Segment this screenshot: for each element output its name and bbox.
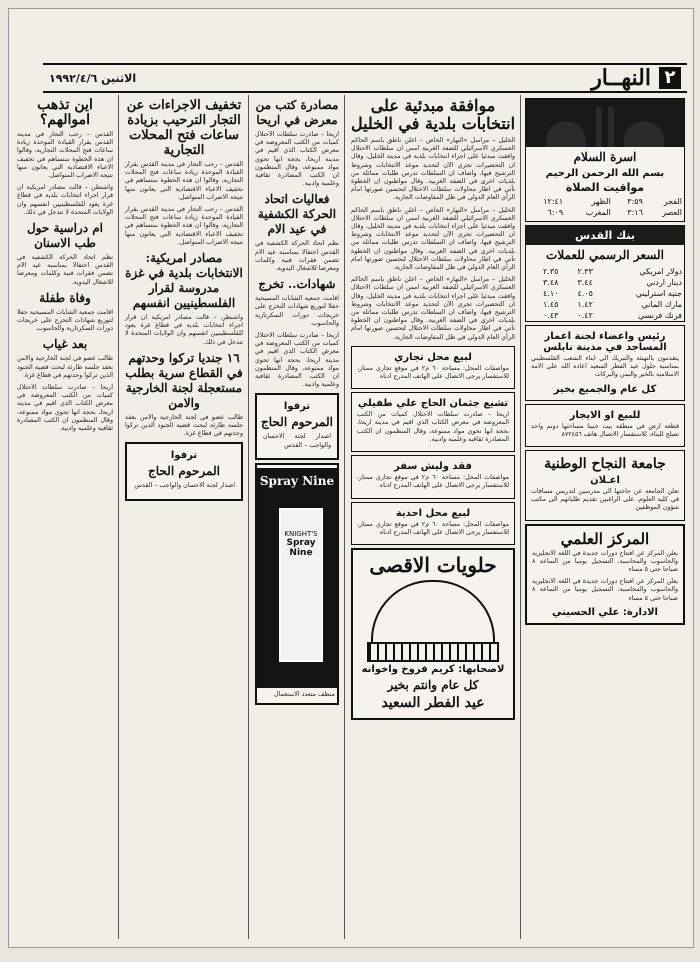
notice-text: يتقدمون بالتهنئة والتبريك الى ابناء الشعب الفلسطيني بمناسبة حلول عيد الفطر السعيد اعاده الله على الامة الاسلامية بالخير واليمن والبركات [531, 355, 679, 379]
shoe-shop-text: مواصفات المحل: مساحة ٦٠ م٢ في موقع تجاري ممتاز، للاستفسار يرجى الاتصال على الهاتف المدرج ادناه [357, 520, 509, 536]
condolence-ad-2 [125, 442, 243, 500]
lead-body: الخليل – مراسل «النهار» الخاص – اعلن ناطق باسم الحاكم العسكري الاسرائيلي للضفة الغربية امس ان سلطات الاحتلال وافقت مبدئيا على اجراء انتخابات بلدية في مدينة الخليل، وقال ان التحضيرات تجري الآن لتحديد موعد الانتخابات وشروط الترشيح فيها، واضاف ان السلطات تدرس طلبات مماثلة من بلديات اخرى في الضفة الغربية. وقال مواطنون ان الخطوة تأتي في اطار محاولات سلطات الاحتلال لتحسين صورتها امام الرأي العام الدولي في ظل المفاوضات الجارية. [351, 276, 515, 341]
rate-row: دينار اردني ٣.٤٤ ٣.٤٨ [543, 278, 682, 287]
tarfo-label: ترفوا [170, 450, 198, 462]
classified-title: لبيع محل تجاري [394, 351, 472, 363]
dental-headline: ام دراسية حول طب الاسنان [26, 221, 104, 251]
trade-headline: تخفيف الاجراءات عن التجار الترحيب بزيادة ساعات فتح المحلات التجارية [126, 98, 242, 158]
tarfo-label: ترفوا [283, 401, 311, 413]
absence-body: طالب عضو في لجنة الخارجية والامن بعقد جلسة طارئة لبحث قضية الجنود الذين تركوا وحدتهم في قطاع غزة. [17, 355, 113, 379]
briefs-column [253, 95, 341, 939]
rate-row: فرنك فرنسي ٠.٤٢ ٠.٤٣ [543, 311, 682, 320]
land-sale-ad [525, 404, 685, 447]
obituary-text: اريحا – صادرت سلطات الاحتلال كميات من الكتب المعروضة في معرض الكتاب الذي اقيم في مدينة اريحا، بحجة انها تحوي مواد ممنوعة، وقال المنظمون ان الكتب المصادرة ثقافية وعلمية وادبية. [357, 411, 509, 443]
right-column [523, 95, 687, 939]
brief-body: اريحا – صادرت سلطات الاحتلال كميات من الكتب المعروضة في معرض الكتاب الذي اقيم في مدينة اريحا، بحجة انها تحوي مواد ممنوعة، وقال المنظمون ان الكتب المصادرة ثقافية وعلمية وادبية. [255, 332, 339, 389]
halawiyat-eid: عيد الفطر السعيد [381, 694, 485, 711]
greeting-box [525, 98, 685, 222]
prayer-row: العصر ٣:١٦ المغرب ٦:٠٩ [547, 208, 682, 217]
prayer-title: مواقيت الصلاة [565, 181, 645, 194]
halawiyat-sub: لاصحابها: كريم فروخ واخوانه [361, 663, 505, 675]
us-headline: مصادر امريكية: الانتخابات بلدية في غزة مدروسة لقرار الفلسطينيين انفسهم [125, 251, 243, 311]
center-text: يعلن المركز عن افتتاح دورات جديدة في اللغة الانجليزية والحاسوب والمحاسبة، التسجيل يوميا من الساعة ٨ صباحا حتى ٥ مساء [532, 578, 678, 602]
condolence-title: المرحوم الحاج [148, 464, 220, 479]
brief-body: نظم اتحاد الحركة الكشفية في القدس احتفالا بمناسبة عيد الام تضمن فقرات فنية وكلمات ومعرضا للاشغال اليدوية. [255, 240, 339, 273]
mosque-committee-notice [525, 325, 685, 401]
travel-text: مواصفات المحل: مساحة ٦٠ م٢ في موقع تجاري ممتاز، للاستفسار يرجى الاتصال على الهاتف المدرج ادناه [357, 474, 509, 490]
currency-box [525, 225, 685, 322]
sale-title: للبيع او الايجار [569, 409, 641, 421]
rates-bar: بنك القدس [526, 226, 684, 245]
absence-body: اريحا – صادرت سلطات الاحتلال كميات من الكتب المعروضة في معرض الكتاب الذي اقيم في مدينة اريحا، بحجة انها تحوي مواد ممنوعة، وقال المنظمون ان الكتب المصادرة ثقافية وعلمية وادبية. [17, 384, 113, 433]
trade-column [123, 95, 245, 939]
trade-body: القدس – رحب التجار في مدينة القدس بقرار القيادة الموحدة زيادة ساعات فتح المحلات التجارية، وقالوا ان هذه الخطوة ستساهم في تخفيف الاعباء الاقتصادية التي يعانون منها نتيجة الاضراب المتواصل. [125, 161, 243, 201]
brief-body: اريحا – صادرت سلطات الاحتلال كميات من الكتب المعروضة في معرض الكتاب الذي اقيم في مدينة اريحا، بحجة انها تحوي مواد ممنوعة، وقال المنظمون ان الكتب المصادرة ثقافية وعلمية وادبية. [255, 131, 339, 188]
absence-headline: بعد غياب [42, 337, 88, 352]
trade-body: القدس – رحب التجار في مدينة القدس بقرار القيادة الموحدة زيادة ساعات فتح المحلات التجارية، وقالوا ان هذه الخطوة ستساهم في تخفيف الاعباء الاقتصادية التي يعانون منها نتيجة الاضراب المتواصل. [125, 206, 243, 246]
rates-title: السعر الرسمي للعملات [546, 248, 664, 262]
greeting-verse: بسم الله الرحمن الرحيم [545, 168, 665, 179]
classified-text: مواصفات المحل: مساحة ٦٠ م٢ في موقع تجاري ممتاز، للاستفسار يرجى الاتصال على الهاتف المدرج ادناه [357, 364, 509, 381]
spray-brand: Spray Nine [259, 473, 335, 488]
condolence-ad [255, 393, 339, 459]
sale-text: قطعة ارض في منطقة بيت حنينا مساحتها دونم واحد تصلح للبناء، للاستفسار الاتصال هاتف ٨٧٢٤٥٦ [531, 422, 679, 438]
shoe-shop-title: لبيع محل احذية [395, 507, 471, 519]
center-text: يعلن المركز عن افتتاح دورات جديدة في اللغة الانجليزية والحاسوب والمحاسبة، التسجيل يوميا من الساعة ٨ صباحا حتى ٥ مساء [532, 549, 678, 574]
spray-title: منظف متعدد الاستعمال [273, 690, 335, 698]
newspaper-page [8, 8, 694, 948]
greeting-title: اسرة السلام [573, 150, 637, 164]
money-body: واشنطن – قالت مصادر امريكية ان قرار اجراء انتخابات بلدية في قطاع غزة يعود للفلسطينيين انفسهم وان الولايات المتحدة لا تتدخل في ذلك. [17, 184, 113, 216]
prayer-row: الفجر ٣:٥٩ الظهر ١٢:٤١ [543, 197, 682, 206]
issue-date: الاثنين ١٩٩٢/٤/٦ [49, 71, 137, 85]
center-name: المركز العلمي [560, 529, 650, 548]
spray-nine-panel [257, 468, 337, 688]
center-footer: الادارة: علي الحسيني [552, 606, 658, 618]
condolence-sub: اصدار لجنة الاحسان والواجب – القدس [263, 433, 331, 449]
spray-nine-ad [255, 463, 339, 705]
halawiyat-ad [351, 548, 515, 720]
obituary-box [351, 392, 515, 452]
prayer-table [526, 196, 684, 218]
halawiyat-title: حلويات الاقصى [369, 552, 497, 577]
child-death-headline: وفاة طفلة [39, 290, 91, 305]
us-body: واشنطن – قالت مصادر امريكية ان قرار اجراء انتخابات بلدية في قطاع غزة يعود للفلسطينيين انفسهم وان الولايات المتحدة لا تتدخل في ذلك. [125, 314, 243, 346]
travel-title: فقد وليش سفر [394, 461, 472, 473]
lead-story-column [349, 95, 517, 939]
mosque-silhouette-icon [526, 99, 684, 147]
brief-body: اقامت جمعية الشابات المسيحية حفلا لتوزيع شهادات التخرج على خريجات دورات السكرتارية والحاسوب. [255, 295, 339, 327]
child-death-body: اقامت جمعية الشابات المسيحية حفلا لتوزيع شهادات التخرج على خريجات دورات السكرتارية والحاسوب. [17, 308, 113, 333]
classified-box [351, 346, 515, 389]
rate-row: مارك الماني ١.٤٢ ١.٤٥ [543, 300, 682, 309]
lead-headline: موافقة مبدئية على انتخابات بلدية في الخليل [350, 96, 516, 133]
brief-title: مصادرة كتب من معرض في اريحا [255, 98, 339, 127]
page-header [43, 63, 687, 93]
travel-box [351, 455, 515, 498]
rate-row: جنيه استرليني ٤.٠٥ ٤.١٠ [543, 289, 682, 298]
obituary-title: تشيع جثمان الحاج علي طفيلي [357, 398, 509, 410]
rate-row: دولار امريكي ٢.٣٣ ٢.٣٥ [543, 267, 682, 276]
fence-icon [367, 642, 499, 662]
dental-body: نظم اتحاد الحركة الكشفية في القدس احتفالا بمناسبة عيد الام تضمن فقرات فنية وكلمات ومعرضا للاشغال اليدوية. [17, 254, 113, 286]
lead-body: الخليل – مراسل «النهار» الخاص – اعلن ناطق باسم الحاكم العسكري الاسرائيلي للضفة الغربية امس ان سلطات الاحتلال وافقت مبدئيا على اجراء انتخابات بلدية في مدينة الخليل، وقال ان التحضيرات تجري الآن لتحديد موعد الانتخابات وشروط الترشيح فيها، واضاف ان السلطات تدرس طلبات مماثلة من بلديات اخرى في الضفة الغربية. وقال مواطنون ان الخطوة تأتي في اطار محاولات سلطات الاحتلال لتحسين صورتها امام الرأي العام الدولي في ظل المفاوضات الجارية. [351, 206, 515, 272]
money-headline: اين تذهب اموالهم؟ [37, 97, 93, 128]
condolence-title: المرحوم الحاج [261, 415, 333, 430]
page-number: ٢ [659, 67, 681, 89]
column-divider [520, 95, 521, 939]
shoe-shop-box [351, 502, 515, 545]
brief-title: شهادات.. تخرج [258, 277, 336, 292]
column-divider [344, 95, 345, 939]
dome-icon [371, 580, 495, 642]
halawiyat-line: كل عام وانتم بخير [387, 677, 479, 692]
soldiers-headline: ١٦ جنديا تركوا وحدتهم في القطاع سرية بطلب مستعجلة لجنة الخارجية والامن [125, 350, 243, 410]
notice-footer: كل عام والجميع بخير [553, 383, 657, 395]
science-center-ad [525, 524, 685, 625]
condolence-sub: اصدار لجنة الاحسان والواجب – القدس [134, 482, 235, 490]
univ-sub: اعـلان [590, 475, 620, 487]
notice-title: رئيس واعضاء لجنة اعمار المساجد في مدينة نابلس [543, 331, 667, 353]
masthead: النهــار [591, 65, 651, 91]
money-body: القدس – رحب التجار في مدينة القدس بقرار القيادة الموحدة زيادة ساعات فتح المحلات التجارية، وقالوا ان هذه الخطوة ستساهم في تخفيف الاعباء الاقتصادية التي يعانون منها نتيجة الاضراب المتواصل. [17, 131, 113, 180]
rates-table [526, 266, 684, 321]
spray-can-icon [279, 508, 323, 662]
column-divider [248, 95, 249, 939]
soldiers-body: طالب عضو في لجنة الخارجية والامن بعقد جلسة طارئة لبحث قضية الجنود الذين تركوا وحدتهم في قطاع غزة. [125, 413, 243, 438]
left-column [15, 95, 115, 939]
univ-text: تعلن الجامعة عن حاجتها الى مدرسين لتدريس مساقات في كلية العلوم، على الراغبين تقديم طلباتهم الى مكتب شؤون الموظفين [531, 488, 679, 512]
column-divider [118, 95, 119, 939]
lead-body: الخليل – مراسل «النهار» الخاص – اعلن ناطق باسم الحاكم العسكري الاسرائيلي للضفة الغربية امس ان سلطات الاحتلال وافقت مبدئيا على اجراء انتخابات بلدية في مدينة الخليل، وقال ان التحضيرات تجري الآن لتحديد موعد الانتخابات وشروط الترشيح فيها، واضاف ان السلطات تدرس طلبات مماثلة من بلديات اخرى في الضفة الغربية. وقال مواطنون ان الخطوة تأتي في اطار محاولات سلطات الاحتلال لتحسين صورتها امام الرأي العام الدولي في ظل المفاوضات الجارية. [351, 137, 515, 202]
spray-tag: KNIGHT'S [284, 529, 318, 538]
univ-title: جامعة النجاح الوطنية [544, 456, 666, 473]
spray-brand-label: Spray Nine [286, 537, 316, 558]
university-ad [525, 450, 685, 521]
brief-title: فعاليات اتحاد الحركة الكشفية في عيد الام [257, 192, 337, 237]
